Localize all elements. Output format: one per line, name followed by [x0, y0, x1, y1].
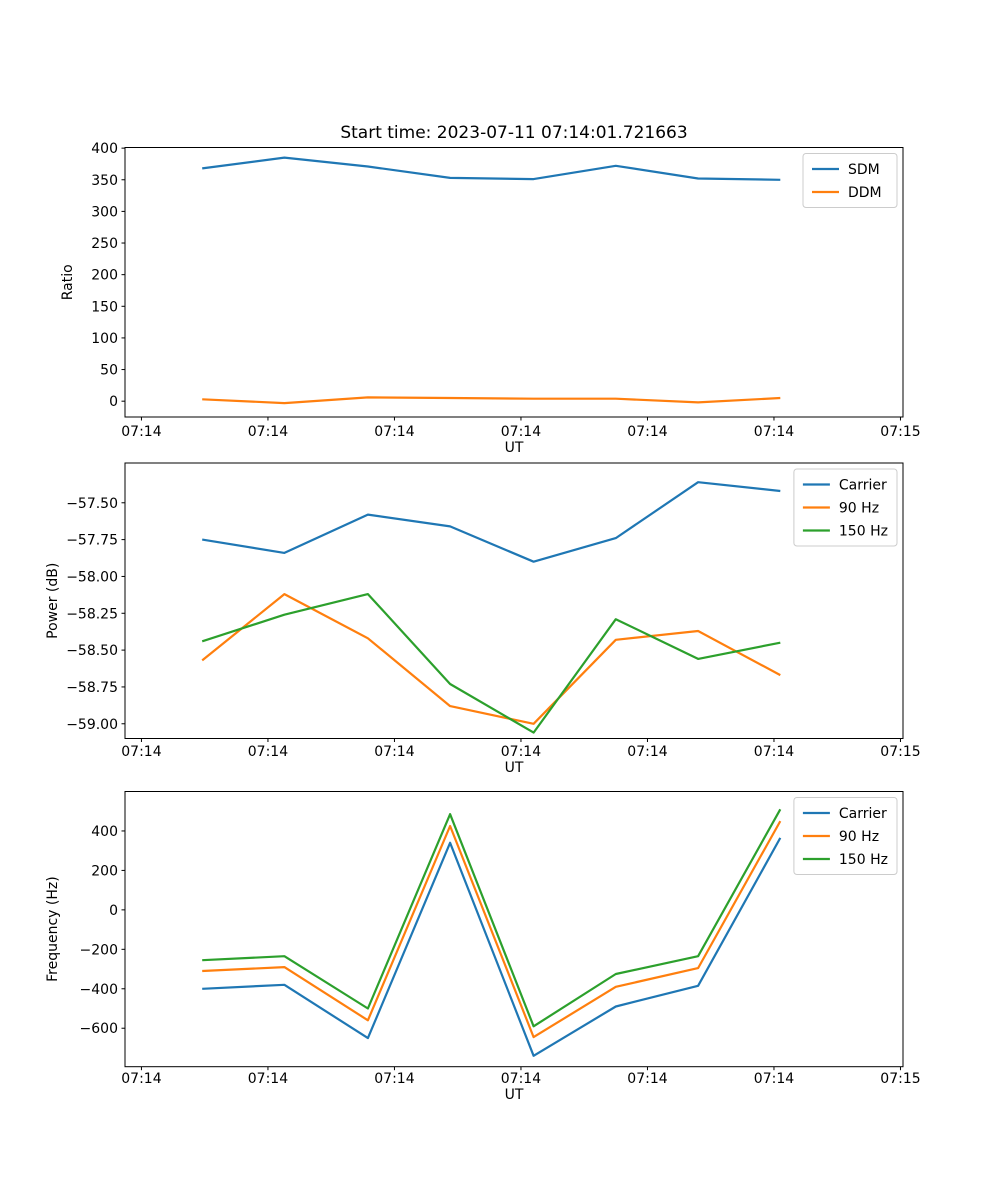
x-tick-label: 07:14 [753, 424, 795, 440]
legend [794, 469, 897, 546]
x-tick-label: 07:15 [880, 744, 921, 760]
y-tick-label: 50 [100, 362, 118, 379]
y-tick-label: −57.75 [66, 532, 118, 549]
x-tick-label: 07:14 [753, 1071, 795, 1087]
plot-area [125, 463, 903, 739]
x-tick-label: 07:14 [627, 1071, 668, 1087]
subplot-3 [45, 792, 921, 1104]
x-tick-label: 07:15 [880, 424, 921, 440]
x-axis-label: UT [504, 440, 524, 456]
legend-label: 150 Hz [838, 523, 888, 540]
y-tick-label: 0 [109, 394, 118, 411]
legend-label: DDM [848, 185, 882, 201]
x-axis-label: UT [504, 760, 524, 776]
plot-area [125, 148, 903, 418]
x-tick-label: 07:14 [374, 1071, 415, 1087]
legend [803, 154, 897, 208]
y-tick-label: −57.50 [66, 495, 118, 512]
legend-label: 150 Hz [838, 852, 888, 868]
x-tick-label: 07:14 [500, 424, 542, 440]
x-tick-label: 07:14 [627, 424, 668, 440]
legend-label: 90 Hz [838, 829, 880, 845]
y-tick-label: −58.75 [66, 679, 118, 696]
y-tick-label: −58.00 [66, 569, 118, 586]
x-tick-label: 07:14 [247, 424, 289, 440]
plot-area [125, 792, 903, 1067]
y-tick-label: 300 [91, 204, 118, 221]
legend-label: Carrier [838, 806, 887, 822]
y-tick-label: −58.50 [66, 643, 118, 660]
y-tick-label: 400 [91, 823, 118, 840]
chart-title: Start time: 2023-07-11 07:14:01.721663 [340, 123, 688, 143]
y-axis-label: Frequency (Hz) [45, 876, 61, 982]
y-tick-label: 200 [91, 863, 118, 880]
x-tick-label: 07:14 [500, 744, 542, 760]
x-tick-label: 07:15 [880, 1071, 921, 1087]
x-axis-label: UT [504, 1087, 524, 1103]
subplot-1 [60, 123, 921, 456]
x-tick-label: 07:14 [121, 1071, 162, 1087]
legend-label: SDM [848, 162, 880, 178]
y-tick-label: 200 [91, 267, 118, 284]
y-axis-label: Ratio [60, 264, 76, 301]
x-tick-label: 07:14 [374, 744, 415, 760]
x-tick-label: 07:14 [500, 1071, 542, 1087]
x-tick-label: 07:14 [121, 424, 162, 440]
y-axis-label: Power (dB) [45, 562, 61, 639]
y-tick-label: 150 [91, 299, 118, 316]
x-tick-label: 07:14 [247, 1071, 289, 1087]
y-tick-label: −59.00 [66, 716, 118, 733]
legend [794, 798, 897, 875]
y-tick-label: −58.25 [66, 606, 118, 623]
legend-label: 90 Hz [838, 500, 880, 517]
x-tick-label: 07:14 [121, 744, 162, 760]
x-tick-label: 07:14 [627, 744, 668, 760]
y-tick-label: 250 [91, 236, 118, 253]
y-tick-label: 100 [91, 330, 118, 347]
x-tick-label: 07:14 [753, 744, 795, 760]
y-tick-label: 400 [91, 141, 118, 158]
x-tick-label: 07:14 [374, 424, 415, 440]
y-tick-label: 0 [109, 902, 118, 919]
legend-label: Carrier [838, 477, 887, 494]
y-tick-label: −400 [79, 981, 118, 998]
x-tick-label: 07:14 [247, 744, 289, 760]
y-tick-label: −600 [79, 1021, 118, 1038]
subplot-2 [45, 463, 921, 776]
y-tick-label: −200 [79, 942, 118, 959]
y-tick-label: 350 [91, 172, 118, 189]
